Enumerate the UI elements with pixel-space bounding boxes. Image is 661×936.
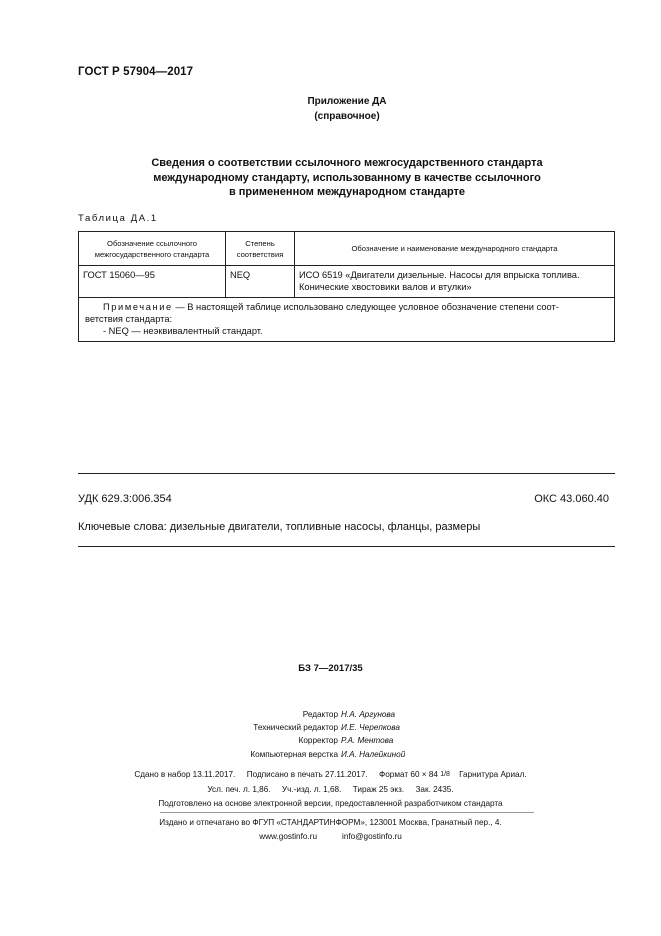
divider	[160, 812, 534, 813]
note-line: - NEQ — неэквивалентный стандарт.	[103, 326, 263, 336]
divider	[78, 473, 615, 474]
credit-row	[0, 708, 661, 721]
annex-heading	[200, 94, 494, 124]
table-row	[79, 266, 615, 298]
imprint-text: Усл. печ. л. 1,86.	[207, 785, 271, 794]
section-title-line: международному стандарту, использованному в качестве ссылочного	[153, 171, 541, 184]
cell-text: ИСО 6519 «Двигатели дизельные. Насосы для впрыска топлива.	[299, 270, 580, 280]
publisher-links	[0, 830, 661, 844]
credit-name: Н.А. Аргунова	[341, 710, 396, 719]
email-link[interactable]: info@gostinfo.ru	[342, 832, 402, 841]
cell-text: Конические хвостовики валов и втулки»	[299, 282, 472, 292]
imprint-text: Уч.-изд. л. 1,68.	[281, 785, 342, 794]
credit-name: И.А. Налейкиной	[341, 749, 406, 759]
imprint-text: Подписано в печать 27.11.2017.	[246, 770, 368, 779]
header-intl-standard	[295, 232, 615, 266]
website-link[interactable]: www.gostinfo.ru	[259, 832, 317, 841]
credit-row	[0, 748, 661, 761]
credit-role: Корректор	[298, 736, 338, 746]
section-title-line: в примененном международном стандарте	[228, 186, 466, 198]
imprint-text: Гарнитура Ариал.	[459, 770, 527, 779]
header-text: Обозначение ссылочного	[107, 238, 197, 248]
credit-role: Технический редактор	[253, 723, 338, 733]
credit-role: Редактор	[302, 710, 338, 719]
correspondence-table	[78, 231, 615, 342]
note-line	[85, 301, 608, 313]
imprint-text: Тираж 25 экз.	[352, 785, 405, 794]
imprint-text: Сдано в набор 13.11.2017.	[134, 770, 236, 779]
annex-title: Приложение ДА	[307, 96, 387, 107]
imprint-text: Формат 60 × 84	[379, 770, 438, 779]
imprint-block	[0, 768, 661, 811]
credit-name: Р.А. Ментова	[341, 736, 394, 746]
header-ref-standard	[79, 232, 226, 266]
note-label: Примечание	[103, 302, 173, 312]
keywords: Ключевые слова: дизельные двигатели, топливные насосы, фланцы, размеры	[78, 521, 481, 533]
header-text: межгосударственного стандарта	[94, 249, 210, 259]
imprint-line: Подготовлено на основе электронной версии, предоставленной разработчиком стандарта	[158, 799, 503, 808]
note-text: — В настоящей таблице использовано следующее условное обозначение степени соот-	[172, 302, 559, 312]
credits-block	[0, 708, 661, 761]
cell-degree: NEQ	[226, 266, 295, 298]
credit-row	[0, 734, 661, 747]
table-caption: Таблица ДА.1	[78, 213, 158, 224]
imprint-line	[0, 783, 661, 797]
header-text: Степень	[245, 238, 275, 248]
header-text: Обозначение и наименование международного стандарта	[351, 244, 558, 253]
note-line: ветствия стандарта:	[85, 314, 173, 324]
format-fraction: 1/8	[440, 771, 450, 778]
publisher-block	[0, 816, 661, 844]
document-code: ГОСТ Р 57904—2017	[78, 66, 194, 78]
imprint-line	[0, 768, 661, 783]
divider	[78, 546, 615, 547]
annex-subtitle: (справочное)	[314, 111, 380, 122]
oks-code: ОКС 43.060.40	[534, 493, 609, 505]
header-degree	[226, 232, 295, 266]
bz-number: БЗ 7—2017/35	[298, 663, 363, 674]
cell-ref-standard: ГОСТ 15060—95	[79, 266, 226, 298]
header-text: соответствия	[236, 249, 284, 259]
udk-code: УДК 629.3:006.354	[78, 493, 172, 505]
section-title	[120, 156, 574, 200]
credit-role: Компьютерная верстка	[250, 749, 338, 759]
publisher-line: Издано и отпечатано во ФГУП «СТАНДАРТИНФОРМ», 123001 Москва, Гранатный пер., 4.	[159, 818, 502, 827]
credit-name: И.Е. Черепкова	[341, 723, 400, 733]
table-note	[79, 298, 615, 342]
cell-intl-standard	[295, 266, 615, 298]
table-header-row	[79, 232, 615, 266]
imprint-text: Зак. 2435.	[415, 785, 454, 794]
credit-row	[0, 721, 661, 734]
table-note-row	[79, 298, 615, 342]
section-title-line: Сведения о соответствии ссылочного межгосударственного стандарта	[151, 157, 543, 169]
